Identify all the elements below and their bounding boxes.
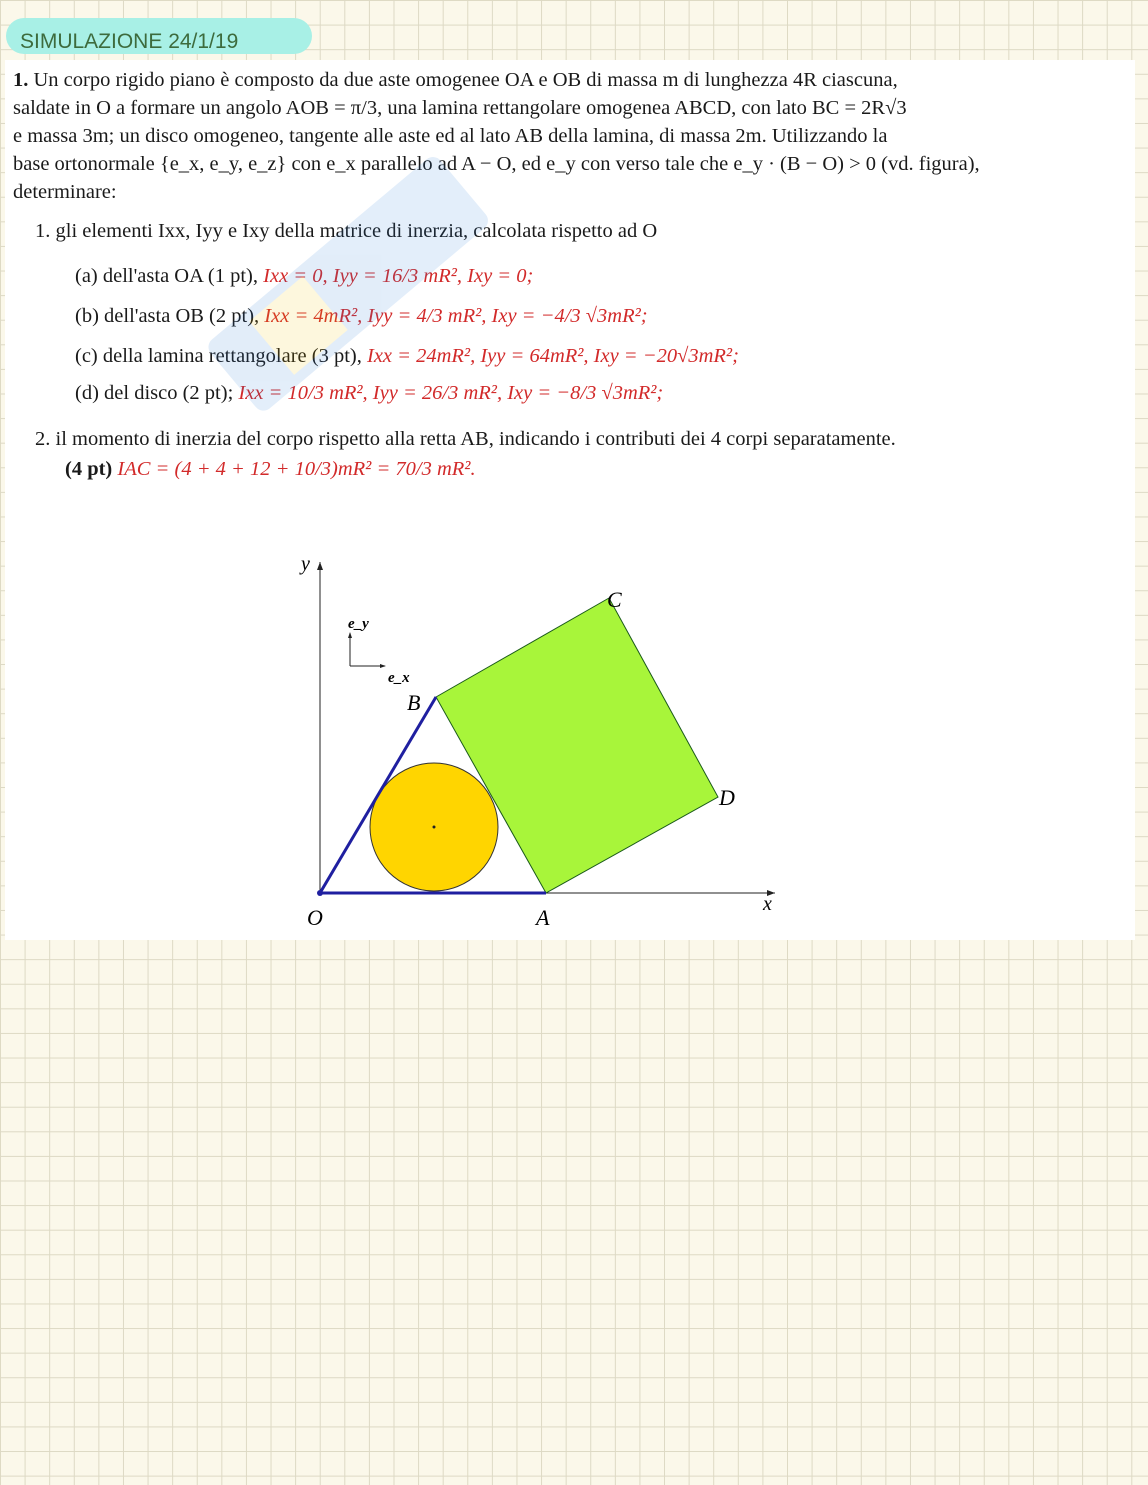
problem-sheet bbox=[5, 60, 1135, 940]
task-2-answer: IAC = (4 + 4 + 12 + 10/3)mR² = 70/3 mR². bbox=[117, 458, 476, 480]
label-y: y bbox=[301, 553, 310, 575]
intro-line-5: determinare: bbox=[13, 181, 117, 203]
task-2: 2. il momento di inerzia del corpo rispetto alla retta AB, indicando i contributi dei 4 corpi separatamente. bbox=[35, 428, 896, 450]
header-tag bbox=[6, 18, 312, 54]
problem-number: 1. bbox=[13, 69, 29, 91]
ey-arrow-icon bbox=[348, 632, 352, 638]
intro-line-4: base ortonormale {e_x, e_y, e_z} con e_x parallelo ad A − O, ed e_y con verso tale che e_y · (B − O) > 0 (vd. figura), bbox=[13, 153, 980, 175]
task-1a-label: (a) dell'asta OA (1 pt), bbox=[75, 265, 259, 287]
label-ey: e_y bbox=[348, 616, 369, 632]
figure bbox=[5, 60, 1135, 940]
disc-center bbox=[433, 826, 436, 829]
label-x: x bbox=[763, 893, 772, 915]
point-o bbox=[317, 890, 323, 896]
header-tag-label: SIMULAZIONE 24/1/19 bbox=[20, 30, 239, 53]
label-c: C bbox=[607, 587, 622, 612]
ex-arrow-icon bbox=[380, 664, 386, 668]
task-1d-label: (d) del disco (2 pt); bbox=[75, 382, 234, 404]
intro-line-2: saldate in O a formare un angolo AOB = π/3, una lamina rettangolare omogenea ABCD, con lato BC = 2R√3 bbox=[13, 97, 907, 119]
label-d: D bbox=[719, 785, 735, 810]
task-1b-answer: Ixx = 4mR², Iyy = 4/3 mR², Ixy = −4/3 √3mR²; bbox=[264, 305, 648, 327]
task-1a-answer: Ixx = 0, Iyy = 16/3 mR², Ixy = 0; bbox=[263, 265, 534, 287]
label-b: B bbox=[407, 690, 421, 715]
task-1c-label: (c) della lamina rettangolare (3 pt), bbox=[75, 345, 362, 367]
intro-line-1: Un corpo rigido piano è composto da due aste omogenee OA e OB di massa m di lunghezza 4R ciascuna, bbox=[33, 69, 898, 91]
task-1: 1. gli elementi Ixx, Iyy e Ixy della matrice di inerzia, calcolata rispetto ad O bbox=[35, 220, 658, 242]
task-1b-label: (b) dell'asta OB (2 pt), bbox=[75, 305, 260, 327]
label-o: O bbox=[307, 905, 323, 930]
task-1d-answer: Ixx = 10/3 mR², Iyy = 26/3 mR², Ixy = −8/3 √3mR²; bbox=[238, 382, 664, 404]
intro-line-3: e massa 3m; un disco omogeneo, tangente alle aste ed al lato AB della lamina, di massa 2m. Utilizzando la bbox=[13, 125, 888, 147]
label-ex: e_x bbox=[388, 670, 410, 686]
label-a: A bbox=[536, 905, 550, 930]
y-axis-arrow-icon bbox=[317, 562, 323, 570]
task-2-points: (4 pt) bbox=[65, 458, 113, 480]
task-1c-answer: Ixx = 24mR², Iyy = 64mR², Ixy = −20√3mR²; bbox=[367, 345, 739, 367]
